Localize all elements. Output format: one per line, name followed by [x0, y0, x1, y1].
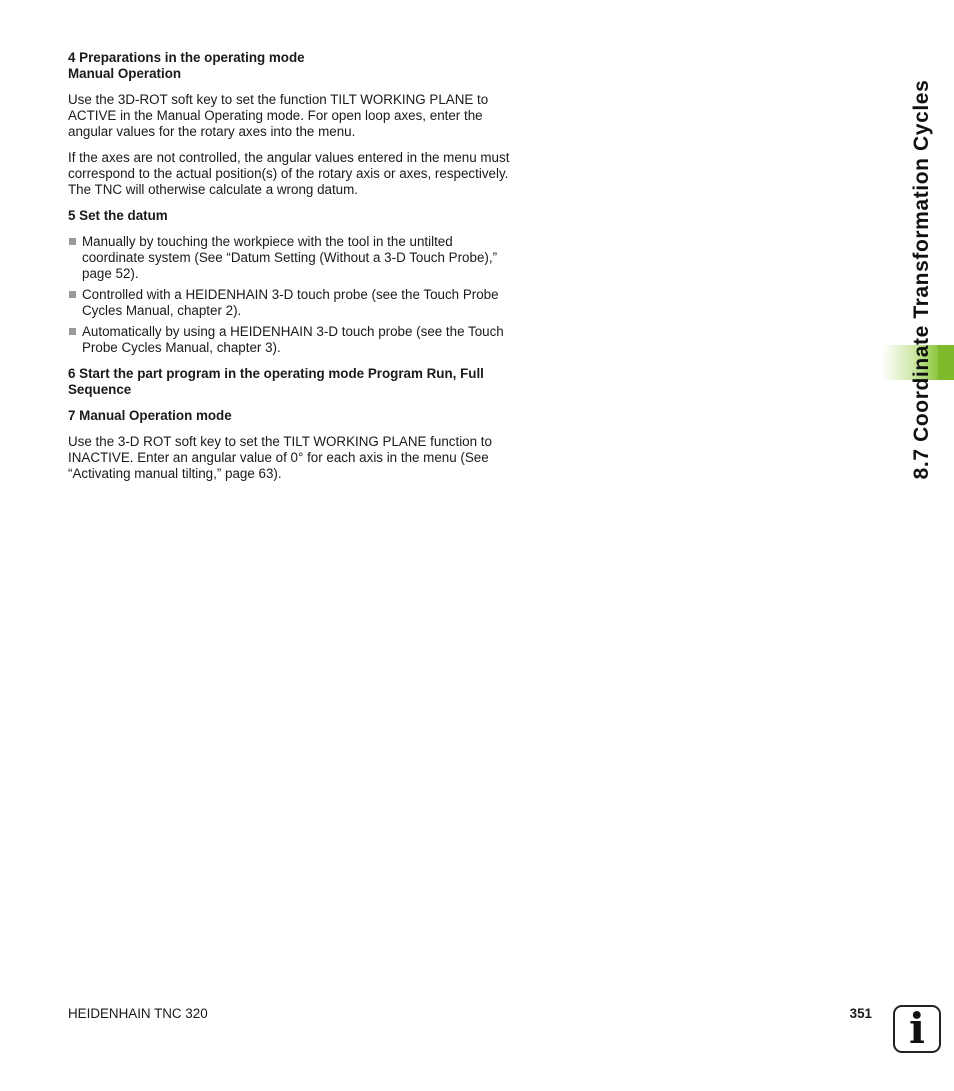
section-4-paragraph-1: Use the 3D-ROT soft key to set the function TILT WORKING PLANE to ACTIVE in the Manual Operating mode. For open loop axes, enter the angular values for the rotary axes into the menu.	[68, 92, 489, 139]
section-4-heading-line2: Manual Operation	[68, 66, 182, 81]
section-7-heading: 7 Manual Operation mode	[68, 408, 232, 423]
section-4-heading	[68, 50, 513, 82]
info-icon-glyph: i	[909, 1004, 925, 1053]
list-item	[68, 287, 513, 319]
section-4-paragraph-2: If the axes are not controlled, the angular values entered in the menu must correspond to the actual position(s) of the rotary axis or axes, respectively. The TNC will otherwise calculate a wrong datum.	[68, 150, 510, 197]
info-icon	[893, 1005, 941, 1053]
section-6-heading: 6 Start the part program in the operating mode Program Run, Full Sequence	[68, 366, 484, 397]
list-item	[68, 324, 513, 356]
page-number: 351	[849, 1006, 872, 1021]
section-5-heading: 5 Set the datum	[68, 208, 168, 223]
list-item-text: Controlled with a HEIDENHAIN 3-D touch probe (see the Touch Probe Cycles Manual, chapter 2).	[82, 287, 499, 318]
section-7-paragraph: Use the 3-D ROT soft key to set the TILT WORKING PLANE function to INACTIVE. Enter an angular value of 0° for each axis in the menu (See “Activating manual tilting,” page 63).	[68, 434, 492, 481]
footer-product-name: HEIDENHAIN TNC 320	[68, 1006, 208, 1021]
main-content	[68, 50, 513, 492]
square-bullet-icon	[69, 291, 76, 298]
list-item-text: Automatically by using a HEIDENHAIN 3-D touch probe (see the Touch Probe Cycles Manual, chapter 3).	[82, 324, 504, 355]
chapter-side-title	[910, 52, 934, 507]
datum-methods-list	[68, 234, 513, 356]
section-4-heading-line1: 4 Preparations in the operating mode	[68, 50, 305, 65]
chapter-tab-solid	[938, 345, 954, 380]
square-bullet-icon	[69, 238, 76, 245]
square-bullet-icon	[69, 328, 76, 335]
list-item-text: Manually by touching the workpiece with the tool in the untilted coordinate system (See “Datum Setting (Without a 3-D Touch Probe),” page 52).	[82, 234, 498, 281]
chapter-side-title-text: 8.7 Coordinate Transformation Cycles	[910, 79, 933, 480]
list-item	[68, 234, 513, 282]
